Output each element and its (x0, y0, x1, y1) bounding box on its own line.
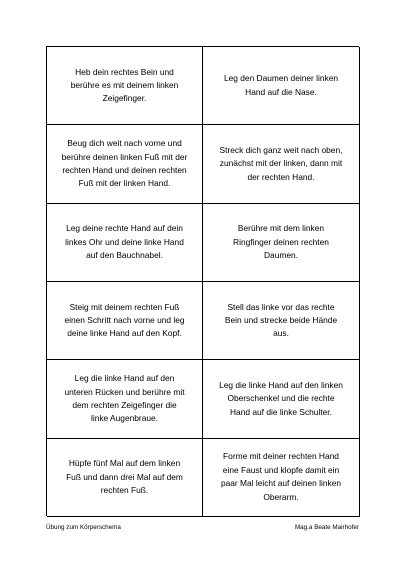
card-text: Streck dich ganz weit nach oben, zunächst mit der linken, dann mit der rechten Hand. (219, 144, 343, 182)
card-text: Heb dein rechtes Bein und berühre es mit deinem linken Zeigefinger. (70, 66, 179, 104)
card-grid (46, 46, 359, 516)
footer-left: Übung zum Körperschema (46, 524, 121, 531)
card-text: Leg die linke Hand auf den linken Oberschenkel und die rechte Hand auf die linke Schulter. (219, 379, 343, 417)
card (203, 47, 360, 125)
card-text: Hüpfe fünf Mal auf dem linken Fuß und dann drei Mal auf dem rechten Fuß. (66, 458, 183, 495)
card-text: Berühre mit dem linken Ringfinger deinen rechten Daumen. (233, 223, 329, 261)
card-text: Leg den Daumen deiner linken Hand auf die Nase. (223, 73, 339, 97)
card (47, 439, 203, 517)
card-text: Beug dich weit nach vorne und berühre deinen linken Fuß mit der rechten Hand und deinen rechten Fuß mit der linken Hand. (61, 138, 188, 189)
card-text: Forme mit deiner rechten Hand eine Faust und klopfe damit ein paar Mal leicht auf deinen linken Oberarm. (220, 451, 342, 502)
card (203, 125, 360, 203)
card (47, 360, 203, 438)
card-text: Steig mit deinem rechten Fuß einen Schritt nach vorne und leg deine linke Hand auf den Kopf. (64, 301, 185, 339)
card (47, 282, 203, 360)
card-text: Leg die linke Hand auf den unteren Rücken und berühre mit dem rechten Zeigefinger die linke Augenbraue. (64, 373, 185, 424)
card-text: Leg deine rechte Hand auf dein linkes Ohr und deine linke Hand auf den Bauchnabel. (65, 223, 184, 261)
card (203, 360, 360, 438)
card (203, 282, 360, 360)
card-text: Stell das linke vor das rechte Bein und strecke beide Hände aus. (224, 301, 338, 339)
card (203, 439, 360, 517)
footer-right: Mag.a Beate Mairhofer (294, 524, 359, 531)
card (47, 204, 203, 282)
card (47, 47, 203, 125)
card (203, 204, 360, 282)
card (47, 125, 203, 203)
